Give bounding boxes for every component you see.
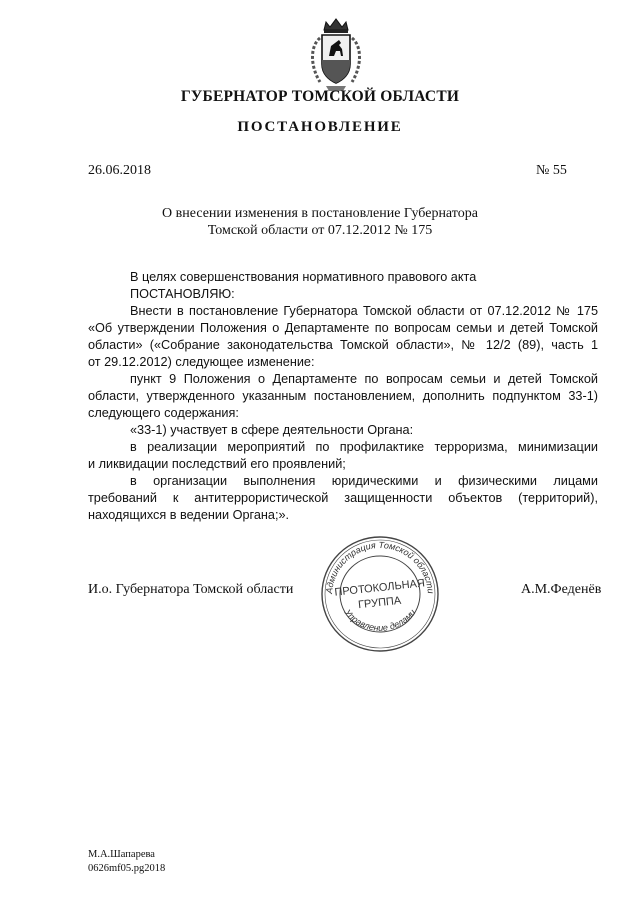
body-line: от 29.12.2012) следующее изменение: <box>88 355 315 369</box>
body-line: находящихся в ведении Органа;». <box>88 508 290 522</box>
body-line: области, утвержденного указанным постановлением, дополнить подпунктом 33-1) <box>88 389 598 403</box>
body-line: следующего содержания: <box>88 406 239 420</box>
svg-text:Управление делами <box>342 607 418 633</box>
body-line: «33-1) участвует в сфере деятельности Органа: <box>130 423 414 437</box>
preamble-line: В целях совершенствования нормативного правового акта <box>130 270 477 284</box>
document-number: № 55 <box>536 163 567 178</box>
signatory-name: А.М.Феденёв <box>521 582 602 597</box>
stamp-ring-top: Администрация Томской области <box>323 539 436 595</box>
official-stamp <box>316 530 444 654</box>
body-line: и ликвидации последствий его проявлений; <box>88 457 346 471</box>
body-line: области» («Собрание законодательства Томской области», № 12/2 (89), часть 1 <box>88 338 598 352</box>
signatory-title: И.о. Губернатора Томской области <box>88 582 294 597</box>
executor-name: М.А.Шапарева <box>88 849 155 860</box>
body-line: требований к антитеррористической защищенности объектов (территорий), <box>88 491 598 505</box>
body-line: в организации выполнения юридическими и физическими лицами <box>130 474 598 488</box>
issuer-title: ГУБЕРНАТОР ТОМСКОЙ ОБЛАСТИ <box>180 88 460 105</box>
body-line: «Об утверждении Положения о Департаменте по вопросам семьи и детей Томской <box>88 321 598 335</box>
subject-line: О внесении изменения в постановление Губернатора <box>162 206 478 221</box>
stamp-center-line: ГРУППА <box>357 594 402 612</box>
document-body <box>88 269 598 524</box>
coat-of-arms-emblem <box>296 16 376 96</box>
footer <box>88 848 165 876</box>
resolution-word: ПОСТАНОВЛЯЮ: <box>130 287 235 301</box>
file-code: 0626mf05.pg2018 <box>88 863 166 874</box>
document-subject <box>0 205 640 239</box>
body-line: в реализации мероприятий по профилактике терроризма, минимизации <box>130 440 598 454</box>
body-line: пункт 9 Положения о Департаменте по вопросам семьи и детей Томской <box>130 372 598 386</box>
stamp-center-line: ПРОТОКОЛЬНАЯ <box>333 577 426 599</box>
body-line: Внести в постановление Губернатора Томской области от 07.12.2012 № 175 <box>130 304 598 318</box>
stamp-ring-bottom: Управление делами <box>342 607 418 633</box>
document-type: ПОСТАНОВЛЕНИЕ <box>237 119 403 135</box>
subject-line: Томской области от 07.12.2012 № 175 <box>207 223 433 238</box>
document-date: 26.06.2018 <box>88 163 151 178</box>
